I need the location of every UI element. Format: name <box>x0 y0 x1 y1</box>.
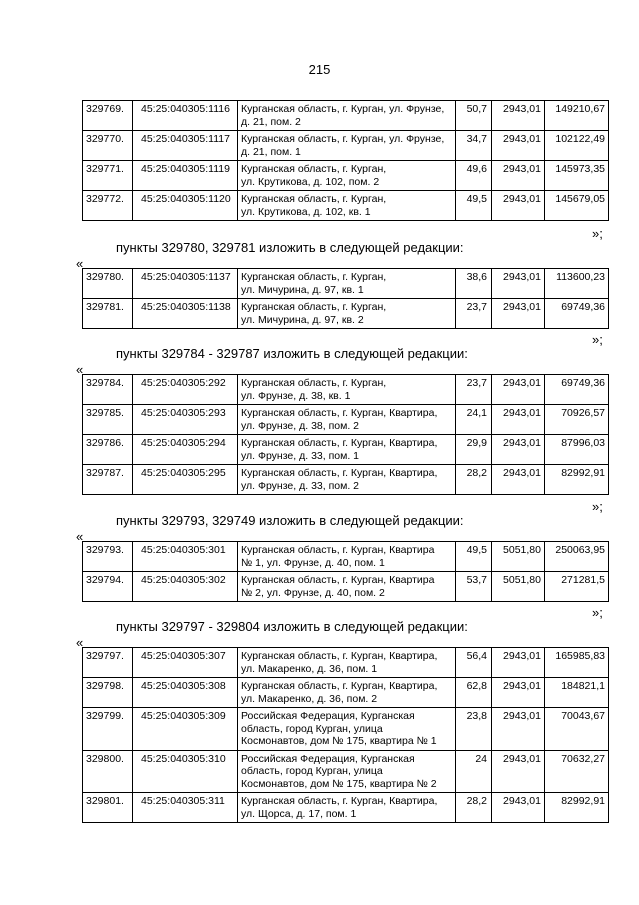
unit-price-cell: 2943,01 <box>492 161 545 191</box>
item-number-cell: 329780. <box>83 269 133 299</box>
table-row <box>83 191 609 221</box>
cadastral-number-cell: 45:25:040305:295 <box>133 465 238 495</box>
area-cell: 24 <box>456 750 492 793</box>
item-number-cell: 329786. <box>83 435 133 465</box>
cadastral-number-cell: 45:25:040305:292 <box>133 375 238 405</box>
address-line: Космонавтов, дом № 175, квартира № 1 <box>241 735 437 747</box>
area-cell: 28,2 <box>456 465 492 495</box>
area-cell: 53,7 <box>456 572 492 602</box>
address-line: ул. Мичурина, д. 97, кв. 1 <box>241 283 364 296</box>
area-cell: 49,5 <box>456 191 492 221</box>
area-cell: 49,6 <box>456 161 492 191</box>
unit-price-cell: 2943,01 <box>492 375 545 405</box>
total-value-cell: 250063,95 <box>545 542 609 572</box>
table-row <box>83 405 609 435</box>
address-cell <box>238 678 456 708</box>
table-row <box>83 269 609 299</box>
unit-price-cell: 5051,80 <box>492 572 545 602</box>
table-row <box>83 542 609 572</box>
area-cell: 62,8 <box>456 678 492 708</box>
area-cell: 38,6 <box>456 269 492 299</box>
table-row <box>83 465 609 495</box>
property-table <box>82 268 609 329</box>
cadastral-number-cell: 45:25:040305:293 <box>133 405 238 435</box>
total-value-cell: 87996,03 <box>545 435 609 465</box>
unit-price-cell: 2943,01 <box>492 648 545 678</box>
area-cell: 23,8 <box>456 708 492 751</box>
unit-price-cell: 2943,01 <box>492 793 545 823</box>
address-line: Российская Федерация, Курганская <box>241 752 415 765</box>
address-line: Курганская область, г. Курган, Квартира, <box>241 407 438 419</box>
table-row <box>83 131 609 161</box>
address-cell <box>238 750 456 793</box>
address-cell <box>238 648 456 678</box>
cadastral-number-cell: 45:25:040305:302 <box>133 572 238 602</box>
area-cell: 29,9 <box>456 435 492 465</box>
address-cell <box>238 101 456 131</box>
address-cell <box>238 572 456 602</box>
closing-quote: »; <box>592 332 603 347</box>
cadastral-number-cell: 45:25:040305:1116 <box>133 101 238 131</box>
area-cell: 23,7 <box>456 375 492 405</box>
item-number-cell: 329787. <box>83 465 133 495</box>
address-cell <box>238 131 456 161</box>
instruction-text: пункты 329793, 329749 изложить в следующей редакции: <box>116 513 464 528</box>
address-line: Курганская область, г. Курган, Квартира, <box>241 680 438 692</box>
address-line: Курганская область, г. Курган, Квартира, <box>241 467 438 479</box>
item-number-cell: 329771. <box>83 161 133 191</box>
unit-price-cell: 2943,01 <box>492 101 545 131</box>
item-number-cell: 329794. <box>83 572 133 602</box>
address-line: Курганская область, г. Курган, Квартира, <box>241 795 438 807</box>
address-line: Космонавтов, дом № 175, квартира № 2 <box>241 777 437 790</box>
cadastral-number-cell: 45:25:040305:310 <box>133 750 238 793</box>
area-cell: 50,7 <box>456 101 492 131</box>
total-value-cell: 69749,36 <box>545 375 609 405</box>
total-value-cell: 69749,36 <box>545 299 609 329</box>
cadastral-number-cell: 45:25:040305:311 <box>133 793 238 823</box>
area-cell: 56,4 <box>456 648 492 678</box>
address-cell <box>238 191 456 221</box>
cadastral-number-cell: 45:25:040305:308 <box>133 678 238 708</box>
address-line: ул. Макаренко, д. 36, пом. 2 <box>241 692 378 705</box>
address-cell <box>238 161 456 191</box>
total-value-cell: 102122,49 <box>545 131 609 161</box>
cadastral-number-cell: 45:25:040305:1137 <box>133 269 238 299</box>
table-row <box>83 648 609 678</box>
page-number: 215 <box>308 62 331 77</box>
opening-quote: « <box>76 256 84 271</box>
address-cell <box>238 299 456 329</box>
address-line: Курганская область, г. Курган, <box>241 301 387 313</box>
instruction-text: пункты 329780, 329781 изложить в следующей редакции: <box>116 240 464 255</box>
cadastral-number-cell: 45:25:040305:1117 <box>133 131 238 161</box>
item-number-cell: 329769. <box>83 101 133 131</box>
address-line: ул. Фрунзе, д. 38, кв. 1 <box>241 389 351 402</box>
total-value-cell: 271281,5 <box>545 572 609 602</box>
unit-price-cell: 2943,01 <box>492 678 545 708</box>
instruction-text: пункты 329784 - 329787 изложить в следующей редакции: <box>116 346 468 361</box>
address-line: д. 21, пом. 2 <box>241 115 301 128</box>
address-line: № 2, ул. Фрунзе, д. 40, пом. 2 <box>241 586 385 599</box>
table-row <box>83 793 609 823</box>
address-line: ул. Фрунзе, д. 38, пом. 2 <box>241 419 359 432</box>
address-cell <box>238 269 456 299</box>
item-number-cell: 329800. <box>83 750 133 793</box>
total-value-cell: 82992,91 <box>545 465 609 495</box>
total-value-cell: 70926,57 <box>545 405 609 435</box>
opening-quote: « <box>76 529 84 544</box>
cadastral-number-cell: 45:25:040305:1119 <box>133 161 238 191</box>
table-row <box>83 435 609 465</box>
area-cell: 28,2 <box>456 793 492 823</box>
table-row <box>83 572 609 602</box>
unit-price-cell: 2943,01 <box>492 435 545 465</box>
address-line: ул. Крутикова, д. 102, пом. 2 <box>241 175 380 188</box>
item-number-cell: 329772. <box>83 191 133 221</box>
cadastral-number-cell: 45:25:040305:1120 <box>133 191 238 221</box>
instruction-text: пункты 329797 - 329804 изложить в следующей редакции: <box>116 619 468 634</box>
property-table <box>82 100 609 221</box>
total-value-cell: 82992,91 <box>545 793 609 823</box>
total-value-cell: 149210,67 <box>545 101 609 131</box>
address-line: ул. Фрунзе, д. 33, пом. 2 <box>241 479 359 492</box>
unit-price-cell: 2943,01 <box>492 131 545 161</box>
item-number-cell: 329781. <box>83 299 133 329</box>
total-value-cell: 113600,23 <box>545 269 609 299</box>
table-row <box>83 299 609 329</box>
unit-price-cell: 2943,01 <box>492 269 545 299</box>
area-cell: 49,5 <box>456 542 492 572</box>
table-row <box>83 678 609 708</box>
area-cell: 24,1 <box>456 405 492 435</box>
cadastral-number-cell: 45:25:040305:294 <box>133 435 238 465</box>
unit-price-cell: 2943,01 <box>492 191 545 221</box>
address-line: ул. Фрунзе, д. 33, пом. 1 <box>241 449 359 462</box>
address-line: ул. Щорса, д. 17, пом. 1 <box>241 807 357 820</box>
table-row <box>83 375 609 405</box>
table-row <box>83 161 609 191</box>
address-line: Курганская область, г. Курган, Квартира <box>241 544 435 556</box>
item-number-cell: 329797. <box>83 648 133 678</box>
unit-price-cell: 2943,01 <box>492 750 545 793</box>
total-value-cell: 70043,67 <box>545 708 609 751</box>
closing-quote: »; <box>592 499 603 514</box>
address-line: Курганская область, г. Курган, <box>241 377 387 389</box>
address-line: ул. Макаренко, д. 36, пом. 1 <box>241 662 378 675</box>
cadastral-number-cell: 45:25:040305:301 <box>133 542 238 572</box>
item-number-cell: 329785. <box>83 405 133 435</box>
table-row <box>83 750 609 793</box>
address-line: Российская Федерация, Курганская <box>241 710 415 722</box>
item-number-cell: 329793. <box>83 542 133 572</box>
unit-price-cell: 2943,01 <box>492 708 545 751</box>
cadastral-number-cell: 45:25:040305:309 <box>133 708 238 751</box>
item-number-cell: 329770. <box>83 131 133 161</box>
item-number-cell: 329798. <box>83 678 133 708</box>
closing-quote: »; <box>592 605 603 620</box>
total-value-cell: 70632,27 <box>545 750 609 793</box>
closing-quote: »; <box>592 226 603 241</box>
address-cell <box>238 708 456 751</box>
address-line: ул. Мичурина, д. 97, кв. 2 <box>241 313 364 326</box>
address-cell <box>238 793 456 823</box>
unit-price-cell: 2943,01 <box>492 465 545 495</box>
total-value-cell: 184821,1 <box>545 678 609 708</box>
item-number-cell: 329799. <box>83 708 133 751</box>
address-line: область, город Курган, улица <box>241 765 383 777</box>
address-line: ул. Крутикова, д. 102, кв. 1 <box>241 205 371 218</box>
area-cell: 23,7 <box>456 299 492 329</box>
unit-price-cell: 2943,01 <box>492 405 545 435</box>
opening-quote: « <box>76 362 84 377</box>
address-line: Курганская область, г. Курган, <box>241 271 387 283</box>
opening-quote: « <box>76 635 84 650</box>
address-line: № 1, ул. Фрунзе, д. 40, пом. 1 <box>241 556 385 569</box>
total-value-cell: 145973,35 <box>545 161 609 191</box>
table-row <box>83 708 609 751</box>
address-cell <box>238 405 456 435</box>
address-line: д. 21, пом. 1 <box>241 145 301 158</box>
property-table <box>82 541 609 602</box>
table-row <box>83 101 609 131</box>
address-cell <box>238 465 456 495</box>
cadastral-number-cell: 45:25:040305:307 <box>133 648 238 678</box>
address-line: область, город Курган, улица <box>241 722 383 735</box>
property-table <box>82 374 609 495</box>
address-line: Курганская область, г. Курган, Квартира <box>241 574 435 586</box>
property-table <box>82 647 609 823</box>
address-cell <box>238 375 456 405</box>
cadastral-number-cell: 45:25:040305:1138 <box>133 299 238 329</box>
unit-price-cell: 2943,01 <box>492 299 545 329</box>
address-cell <box>238 435 456 465</box>
address-line: Курганская область, г. Курган, Квартира, <box>241 650 438 662</box>
address-line: Курганская область, г. Курган, <box>241 163 387 175</box>
total-value-cell: 165985,83 <box>545 648 609 678</box>
address-line: Курганская область, г. Курган, Квартира, <box>241 437 438 449</box>
address-cell <box>238 542 456 572</box>
item-number-cell: 329801. <box>83 793 133 823</box>
item-number-cell: 329784. <box>83 375 133 405</box>
address-line: Курганская область, г. Курган, <box>241 193 387 205</box>
area-cell: 34,7 <box>456 131 492 161</box>
total-value-cell: 145679,05 <box>545 191 609 221</box>
unit-price-cell: 5051,80 <box>492 542 545 572</box>
address-line: Курганская область, г. Курган, ул. Фрунзе, <box>241 133 445 145</box>
address-line: Курганская область, г. Курган, ул. Фрунзе, <box>241 103 445 115</box>
